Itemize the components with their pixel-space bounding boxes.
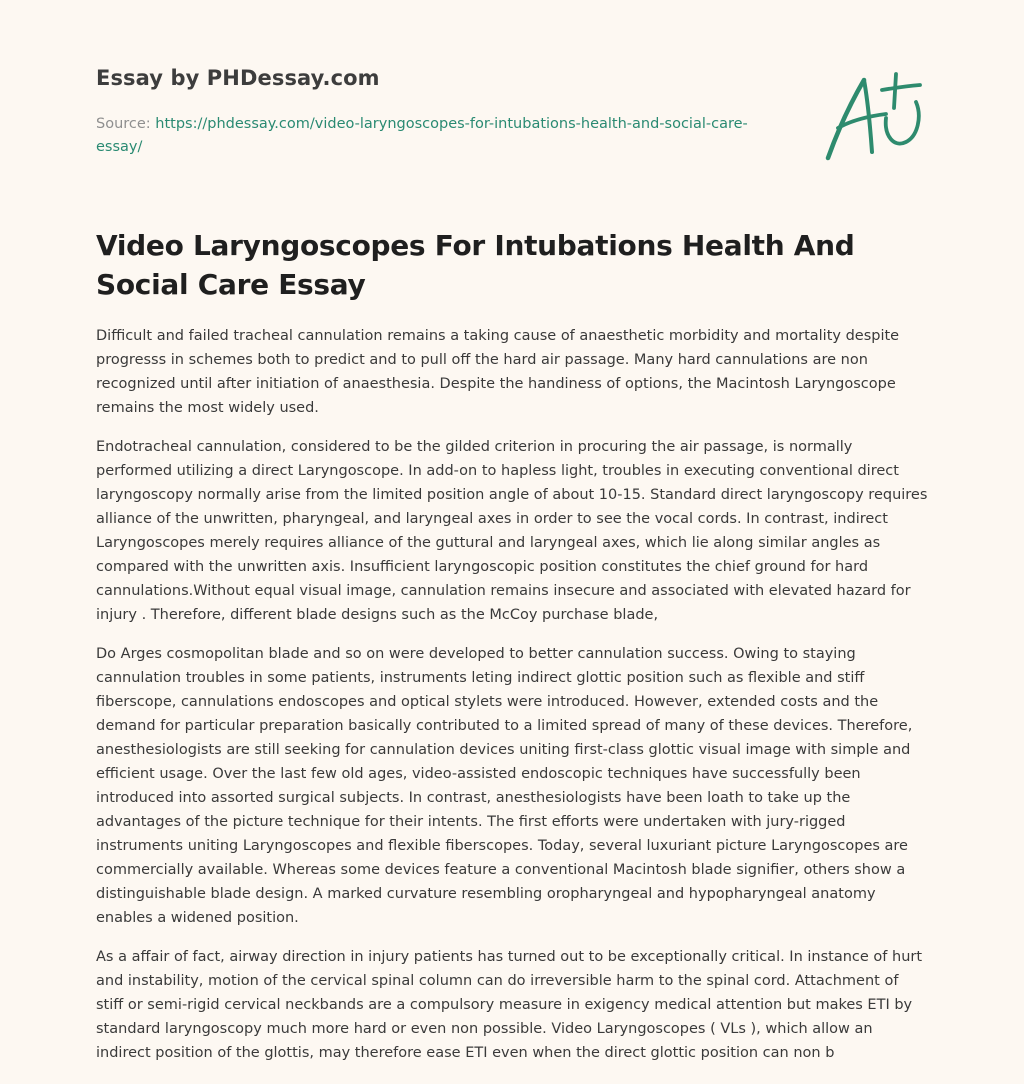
essay-title: Video Laryngoscopes For Intubations Health And Social Care Essay [96,229,855,301]
essay-paragraph: Difficult and failed tracheal cannulation remains a taking cause of anaesthetic morbidity and mortality despite progresss in schemes both to predict and to pull off the hard air passage. Many hard cannulations are non recognized until after initiation of anaesthesia. Despite the handiness of options, the Macintosh Laryngoscope remains the most widely used. [96,328,900,416]
essay-paragraph: Endotracheal cannulation, considered to be the gilded criterion in procuring the air passage, is normally performed utilizing a direct Laryngoscope. In add-on to hapless light, troubles in executing conventional direct laryngoscopy normally arise from the limited position angle of about 10-15. Standard direct laryngoscopy requires alliance of the unwritten, pharyngeal, and laryngeal axes in order to see the vocal cords. In contrast, indirect Laryngoscopes merely requires alliance of the guttural and laryngeal axes, which lie along similar angles as compared with the unwritten axis. Insufficient laryngoscopic position constitutes the chief ground for hard cannulations.Without equal visual image, cannulation remains insecure and associated with elevated hazard for injury . Therefore, different blade designs such as the McCoy purchase blade, [96,439,928,623]
essay-paragraph: Do Arges cosmopolitan blade and so on were developed to better cannulation success. Owing to staying cannulation troubles in some patients, instruments leting indirect glottic position such as flexible and stiff fiberscope, cannulations endoscopes and optical stylets were introduced. However, extended costs and the demand for particular preparation basically contributed to a limited spread of many of these devices. Therefore, anesthesiologists are still seeking for cannulation devices uniting first-class glottic visual image with simple and efficient usage. Over the last few old ages, video-assisted endoscopic techniques have successfully been introduced into assorted surgical subjects. In contrast, anesthesiologists have been loath to take up the advantages of the picture technique for their intents. The first efforts were undertaken with jury-rigged instruments uniting Laryngoscopes and flexible fiberscopes. Today, several luxuriant picture Laryngoscopes are commercially available. Whereas some devices feature a conventional Macintosh blade signifier, others show a distinguishable blade design. A marked curvature resembling oropharyngeal and hypopharyngeal anatomy enables a widened position. [96,646,913,926]
source-line [96,113,756,159]
a-plus-grade-icon [824,68,928,164]
source-label: Source: [96,116,151,132]
essay-paragraph: As a affair of fact, airway direction in injury patients has turned out to be exceptionally critical. In instance of hurt and instability, motion of the cervical spinal column can do irreversible harm to the spinal cord. Attachment of stiff or semi-rigid cervical neckbands are a compulsory measure in exigency medical attention but makes ETI by standard laryngoscopy much more hard or even non possible. Video Laryngoscopes ( VLs ), which allow an indirect position of the glottis, may therefore ease ETI even when the direct glottic position can non b [96,949,923,1061]
source-link[interactable]: https://phdessay.com/video-laryngoscopes-for-intubations-health-and-social-care-essay/ [96,116,748,155]
essay-body [96,324,928,1080]
site-brand-title: Essay by PHDessay.com [96,66,380,90]
